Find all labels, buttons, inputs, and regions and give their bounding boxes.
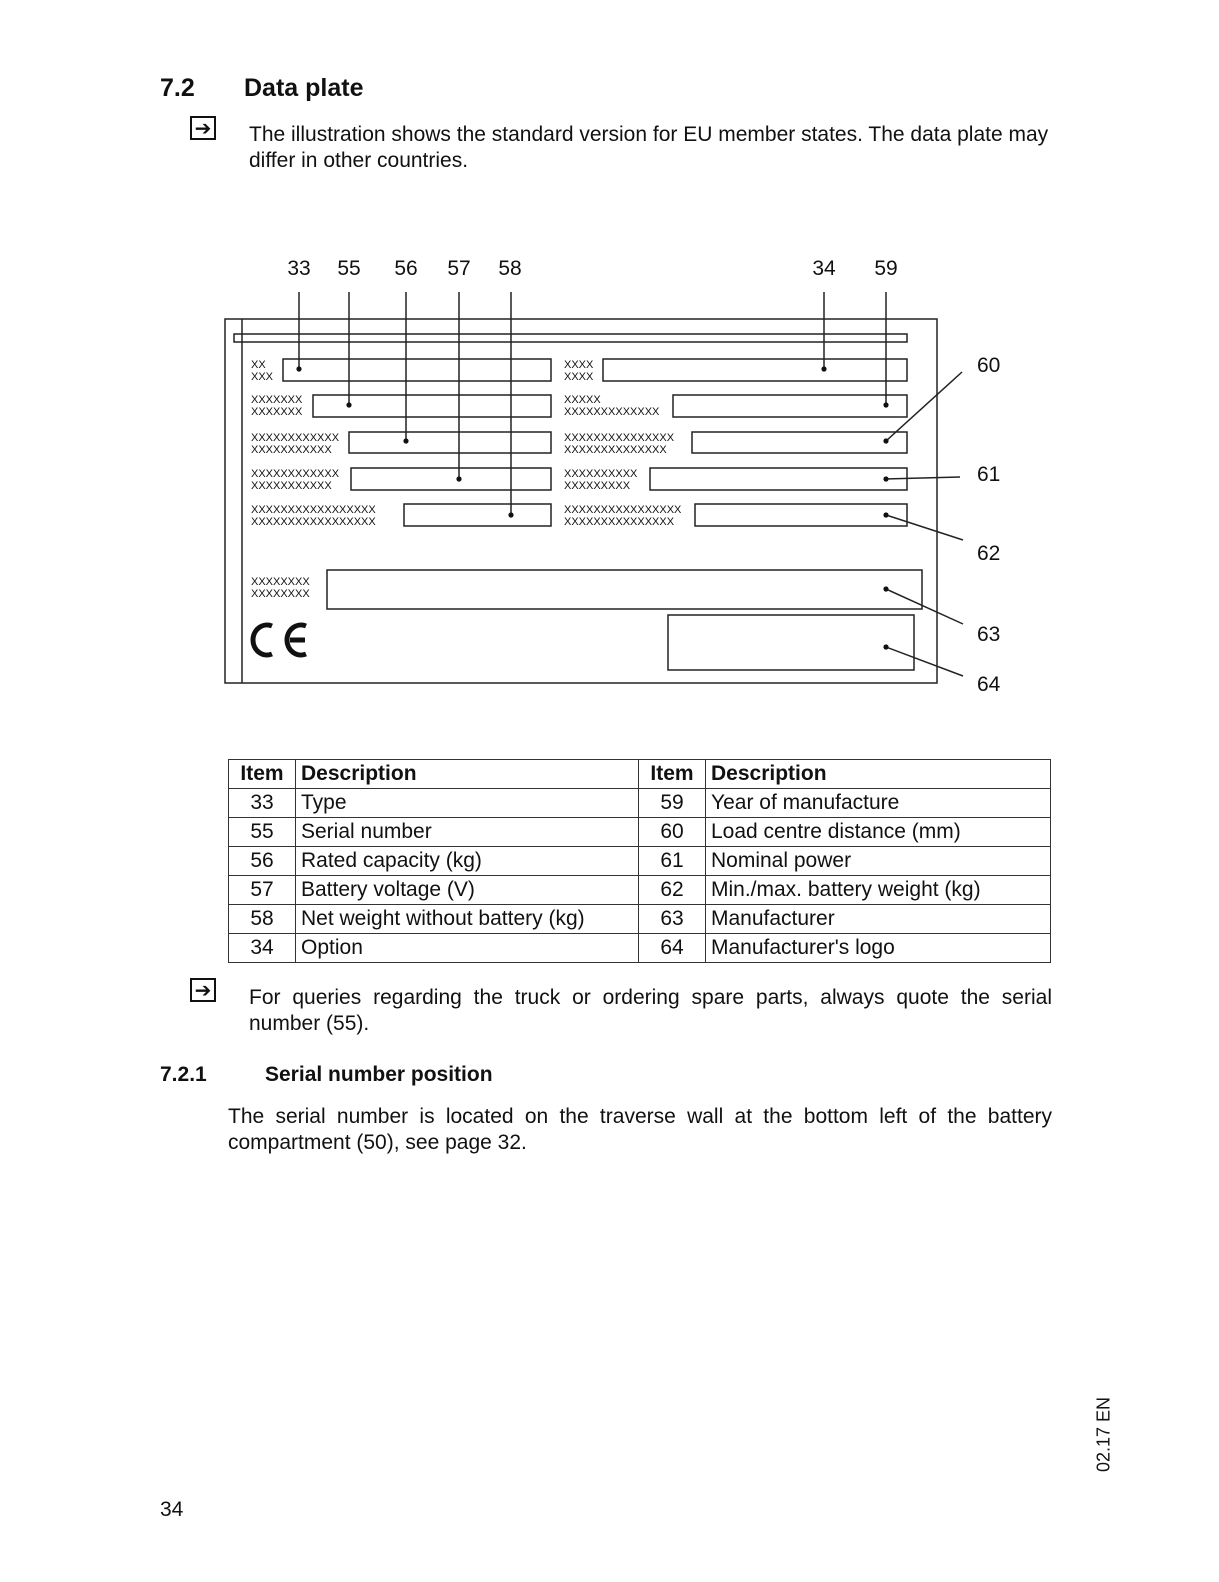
- field-label: XXXXX: [564, 394, 601, 406]
- field-label: XXXXXXX: [251, 394, 303, 406]
- field-label: XXXXXXXXXXXXXXX: [564, 432, 675, 444]
- field-box-57: [351, 468, 551, 490]
- field-box-59: [673, 395, 907, 417]
- callout-56: 56: [394, 257, 418, 280]
- subsection-title: Serial number position: [265, 1063, 493, 1086]
- footer-code: 02.17 EN: [1093, 1396, 1114, 1473]
- data-plate-figure: [0, 0, 1219, 760]
- ce-mark-icon: [253, 625, 306, 655]
- arrow-right-icon: ➔: [190, 116, 216, 140]
- table-row: 33 Type 59 Year of manufacture: [229, 789, 1051, 818]
- table-row: 57 Battery voltage (V) 62 Min./max. battery weight (kg): [229, 876, 1051, 905]
- note-text: The illustration shows the standard version for EU member states. The data plate may differ in other countries.: [249, 123, 1049, 172]
- callout-58: 58: [498, 257, 522, 280]
- callout-33: 33: [287, 257, 311, 280]
- field-label: XXXXXXXXXXXXXXXX: [564, 504, 682, 516]
- callout-62: 62: [977, 542, 1001, 565]
- field-label: XXXXXXXXXXXXXXXXX: [251, 504, 376, 516]
- field-label: XXXXXXXX: [251, 588, 310, 600]
- field-box-63: [327, 570, 922, 609]
- note-text: For queries regarding the truck or ordering spare parts, always quote the serial number (55).: [249, 986, 1052, 1035]
- page-number: 34: [160, 1498, 184, 1521]
- field-label: XXXXXXXXXXX: [251, 444, 332, 456]
- field-label: XXXXXXXXXXXX: [251, 432, 340, 444]
- field-box-60: [692, 432, 907, 453]
- field-label: XXXX: [564, 359, 594, 371]
- section-number: 7.2: [160, 74, 195, 102]
- table-header-row: Item Description Item Description: [229, 760, 1051, 789]
- table-row: 58 Net weight without battery (kg) 63 Manufacturer: [229, 905, 1051, 934]
- field-label: XX: [251, 359, 266, 371]
- callout-59: 59: [874, 257, 898, 280]
- field-label: XXXXXXXXXXXXXXXXX: [251, 516, 376, 528]
- arrow-right-icon: ➔: [190, 978, 216, 1002]
- legend-table: [228, 759, 1051, 963]
- callout-64: 64: [977, 673, 1001, 696]
- field-label: XXXXXXX: [251, 406, 303, 418]
- table-row: 34 Option 64 Manufacturer's logo: [229, 934, 1051, 963]
- field-label: XXXXXXXXXXX: [251, 480, 332, 492]
- field-label: XXXXXXXXX: [564, 480, 631, 492]
- field-box-64: [668, 615, 914, 670]
- subsection-number: 7.2.1: [160, 1063, 207, 1086]
- field-label: XXXXXXXXXX: [564, 468, 638, 480]
- field-label: XXXXXXXXXXXXXXX: [564, 516, 675, 528]
- section-title: Data plate: [244, 74, 364, 102]
- field-box-56: [349, 432, 551, 453]
- callout-55: 55: [337, 257, 361, 280]
- field-box-61: [650, 468, 907, 490]
- field-label: XXXXXXXXXXXX: [251, 468, 340, 480]
- callout-34: 34: [812, 257, 836, 280]
- callout-61: 61: [977, 463, 1001, 486]
- field-label: XXXXXXXXXXXXX: [564, 406, 660, 418]
- field-label: XXX: [251, 371, 274, 383]
- body-paragraph: The serial number is located on the traverse wall at the bottom left of the battery compartment (50), see page 32.: [228, 1105, 1052, 1154]
- callout-57: 57: [447, 257, 471, 280]
- field-label: XXXXXXXX: [251, 576, 310, 588]
- field-box-58: [404, 504, 551, 526]
- callout-63: 63: [977, 623, 1001, 646]
- table-row: 56 Rated capacity (kg) 61 Nominal power: [229, 847, 1051, 876]
- callout-60: 60: [977, 354, 1001, 377]
- plate-top-strip: [234, 334, 907, 342]
- field-box-62: [695, 504, 907, 526]
- field-label: XXXX: [564, 371, 594, 383]
- field-box-34: [603, 359, 907, 381]
- field-label: XXXXXXXXXXXXXX: [564, 444, 667, 456]
- table-row: 55 Serial number 60 Load centre distance (mm): [229, 818, 1051, 847]
